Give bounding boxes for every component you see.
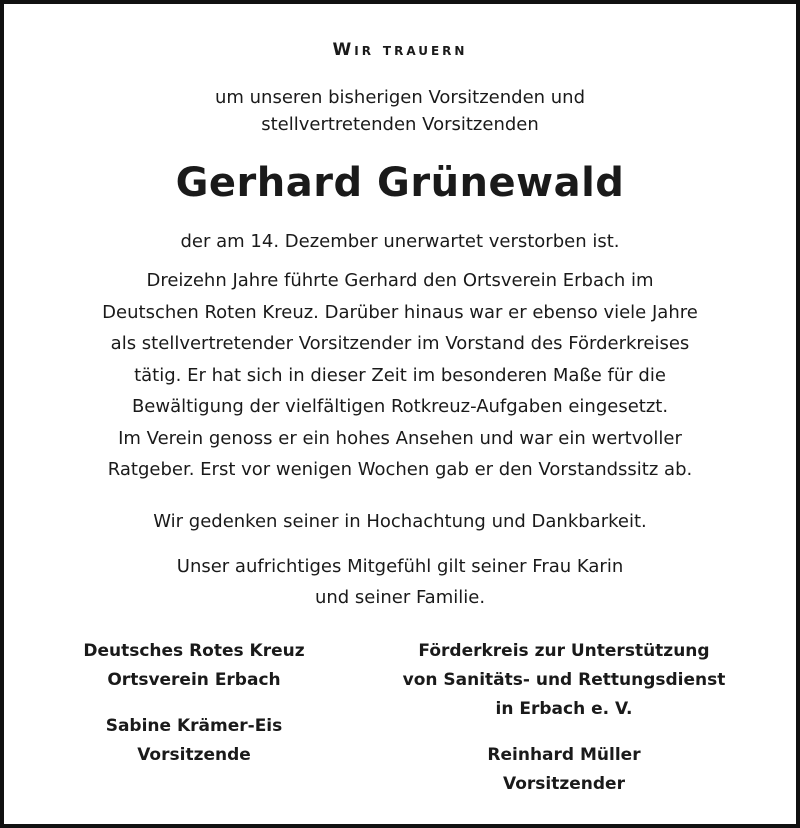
death-note: der am 14. Dezember unerwartet verstorben ist. xyxy=(180,231,620,252)
tribute-line: Dreizehn Jahre führte Gerhard den Ortsverein Erbach im xyxy=(146,270,654,291)
tribute-paragraph xyxy=(4,265,796,486)
signatory-name: Sabine Krämer-Eis xyxy=(105,716,283,736)
signature-right-person xyxy=(364,741,764,799)
org-line: Ortsverein Erbach xyxy=(107,670,281,690)
intro-text xyxy=(4,84,796,138)
tribute-line: als stellvertretender Vorsitzender im Vorstand des Förderkreises xyxy=(110,333,690,354)
signature-left-person xyxy=(34,712,354,770)
deceased-name: Gerhard Grünewald xyxy=(175,160,625,206)
remembrance-line: Wir gedenken seiner in Hochachtung und Dankbarkeit. xyxy=(153,511,647,532)
org-line: Deutsches Rotes Kreuz xyxy=(83,641,305,661)
signatory-role: Vorsitzende xyxy=(137,745,251,765)
tribute-line: Bewältigung der vielfältigen Rotkreuz-Aufgaben eingesetzt. xyxy=(131,396,669,417)
condolence-text xyxy=(4,551,796,613)
intro-line: um unseren bisherigen Vorsitzenden und xyxy=(214,87,586,108)
signatory-role: Vorsitzender xyxy=(503,774,625,794)
signature-right-organization xyxy=(364,637,764,724)
tribute-line: Im Verein genoss er ein hohes Ansehen und war ein wertvoller xyxy=(118,427,682,449)
signatory-name: Reinhard Müller xyxy=(487,745,641,765)
tribute-line: tätig. Er hat sich in dieser Zeit im besonderen Maße für die xyxy=(134,364,666,386)
intro-line: stellvertretenden Vorsitzenden xyxy=(261,114,539,135)
tribute-line: Deutschen Roten Kreuz. Darüber hinaus war er ebenso viele Jahre xyxy=(102,301,698,323)
org-line: von Sanitäts- und Rettungsdienst xyxy=(402,670,726,690)
signature-left-organization xyxy=(34,637,354,695)
condolence-line: Unser aufrichtiges Mitgefühl gilt seiner Frau Karin xyxy=(176,556,624,577)
org-line: Förderkreis zur Unterstützung xyxy=(418,641,710,661)
org-line: in Erbach e. V. xyxy=(495,699,633,719)
condolence-line: und seiner Familie. xyxy=(314,587,486,608)
tribute-line: Ratgeber. Erst vor wenigen Wochen gab er den Vorstandssitz ab. xyxy=(107,459,693,480)
notice-heading: Wir trauern xyxy=(332,40,468,60)
